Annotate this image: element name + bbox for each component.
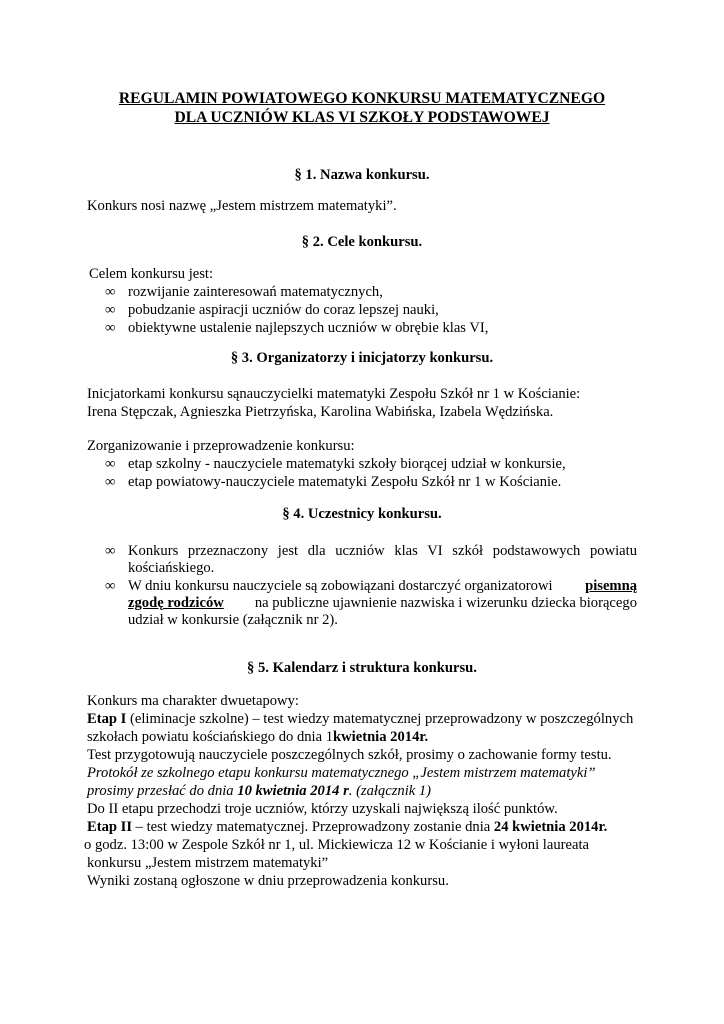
section-4-item2-line2: [128, 594, 637, 612]
section-5-line: Test przygotowują nauczyciele poszczególnych szkół, prosimy o zachowanie formy testu.: [87, 747, 612, 763]
list-item: etap powiatowy-nauczyciele matematyki Zespołu Szkół nr 1 w Kościanie.: [128, 474, 562, 490]
stage-2-label: Etap II: [87, 819, 133, 835]
bullet-icon: ∞: [105, 320, 116, 336]
section-4-item2-text: W dniu konkursu nauczyciele są zobowiązani dostarczyć organizatorowi: [128, 578, 553, 594]
list-item: obiektywne ustalenie najlepszych uczniów w obrębie klas VI,: [128, 320, 489, 336]
section-5-line: Do II etapu przechodzi troje uczniów, którzy uzyskali największą ilość punktów.: [87, 801, 558, 817]
stage-1-label: Etap I: [87, 711, 127, 727]
section-1-text: Konkurs nosi nazwę „Jestem mistrzem matematyki”.: [87, 198, 397, 214]
section-5-text: . (załącznik 1): [348, 783, 432, 799]
section-5-heading: § 5. Kalendarz i struktura konkursu.: [247, 660, 477, 676]
bullet-icon: ∞: [105, 456, 116, 472]
protocol-note: Protokół ze szkolnego etapu konkursu matematycznego „Jestem mistrzem matematyki”: [87, 765, 596, 781]
section-5-line: [87, 710, 633, 728]
section-5-line: [87, 818, 607, 836]
section-2-intro: Celem konkursu jest:: [89, 266, 214, 282]
section-4-item2-line3: udział w konkursie (załącznik nr 2).: [128, 612, 338, 628]
bullet-icon: ∞: [105, 578, 116, 594]
document-title-line1: REGULAMIN POWIATOWEGO KONKURSU MATEMATYCZNEGO: [118, 90, 606, 107]
stage-2-date: 24 kwietnia 2014r.: [493, 819, 608, 835]
bullet-icon: ∞: [105, 543, 116, 559]
bullet-icon: ∞: [105, 474, 116, 490]
section-4-item2-text: na publiczne ujawnienie nazwiska i wizerunku dziecka biorącego: [254, 595, 637, 611]
list-item: pobudzanie aspiracji uczniów do coraz lepszej nauki,: [128, 302, 439, 318]
bullet-icon: ∞: [105, 302, 116, 318]
section-4-item1-line1: Konkurs przeznaczony jest dla uczniów klas VI szkół podstawowych powiatu: [128, 543, 637, 559]
section-5-line: konkursu „Jestem mistrzem matematyki”: [87, 855, 329, 871]
section-5-text: szkołach powiatu kościańskiego do dnia 1: [87, 729, 334, 745]
section-3-paragraph-line1: Inicjatorkami konkursu sąnauczycielki matematyki Zespołu Szkół nr 1 w Kościanie:: [87, 386, 581, 402]
section-5-line: [87, 764, 596, 782]
parental-consent-emphasis: zgodę rodziców: [128, 595, 224, 611]
document-title-line2: DLA UCZNIÓW KLAS VI SZKOŁY PODSTAWOWEJ: [174, 109, 550, 126]
section-4-item2-line1: [128, 577, 637, 595]
section-4-heading: § 4. Uczestnicy konkursu.: [282, 506, 442, 522]
section-3-paragraph-line2: Irena Stępczak, Agnieszka Pietrzyńska, Karolina Wabińska, Izabela Wędzińska.: [87, 404, 554, 420]
section-5-line: Konkurs ma charakter dwuetapowy:: [87, 693, 299, 709]
section-5-line: o godz. 13:00 w Zespole Szkół nr 1, ul. Mickiewicza 12 w Kościanie i wyłoni laureata: [84, 837, 589, 853]
bullet-icon: ∞: [105, 284, 116, 300]
section-4-item1-line2: kościańskiego.: [128, 560, 215, 576]
section-5-text: prosimy przesłać do dnia: [87, 783, 238, 799]
protocol-deadline: 10 kwietnia 2014 r: [237, 783, 349, 799]
section-3-intro: Zorganizowanie i przeprowadzenie konkursu:: [87, 438, 355, 454]
list-item: etap szkolny - nauczyciele matematyki szkoły biorącej udział w konkursie,: [128, 456, 566, 472]
section-1-heading: § 1. Nazwa konkursu.: [294, 167, 430, 183]
list-item: rozwijanie zainteresowań matematycznych,: [128, 284, 383, 300]
section-5-line: [87, 728, 428, 746]
section-5-line: Wyniki zostaną ogłoszone w dniu przeprowadzenia konkursu.: [87, 873, 449, 889]
section-2-heading: § 2. Cele konkursu.: [301, 234, 423, 250]
section-3-heading: § 3. Organizatorzy i inicjatorzy konkursu.: [230, 350, 494, 366]
section-5-line: [87, 782, 431, 800]
stage-1-deadline: kwietnia 2014r.: [333, 729, 429, 745]
section-5-text: (eliminacje szkolne) – test wiedzy matematycznej przeprowadzony w poszczególnych: [126, 711, 634, 727]
written-consent-emphasis: pisemną: [585, 578, 637, 594]
section-5-text: – test wiedzy matematycznej. Przeprowadzony zostanie dnia: [132, 819, 494, 835]
